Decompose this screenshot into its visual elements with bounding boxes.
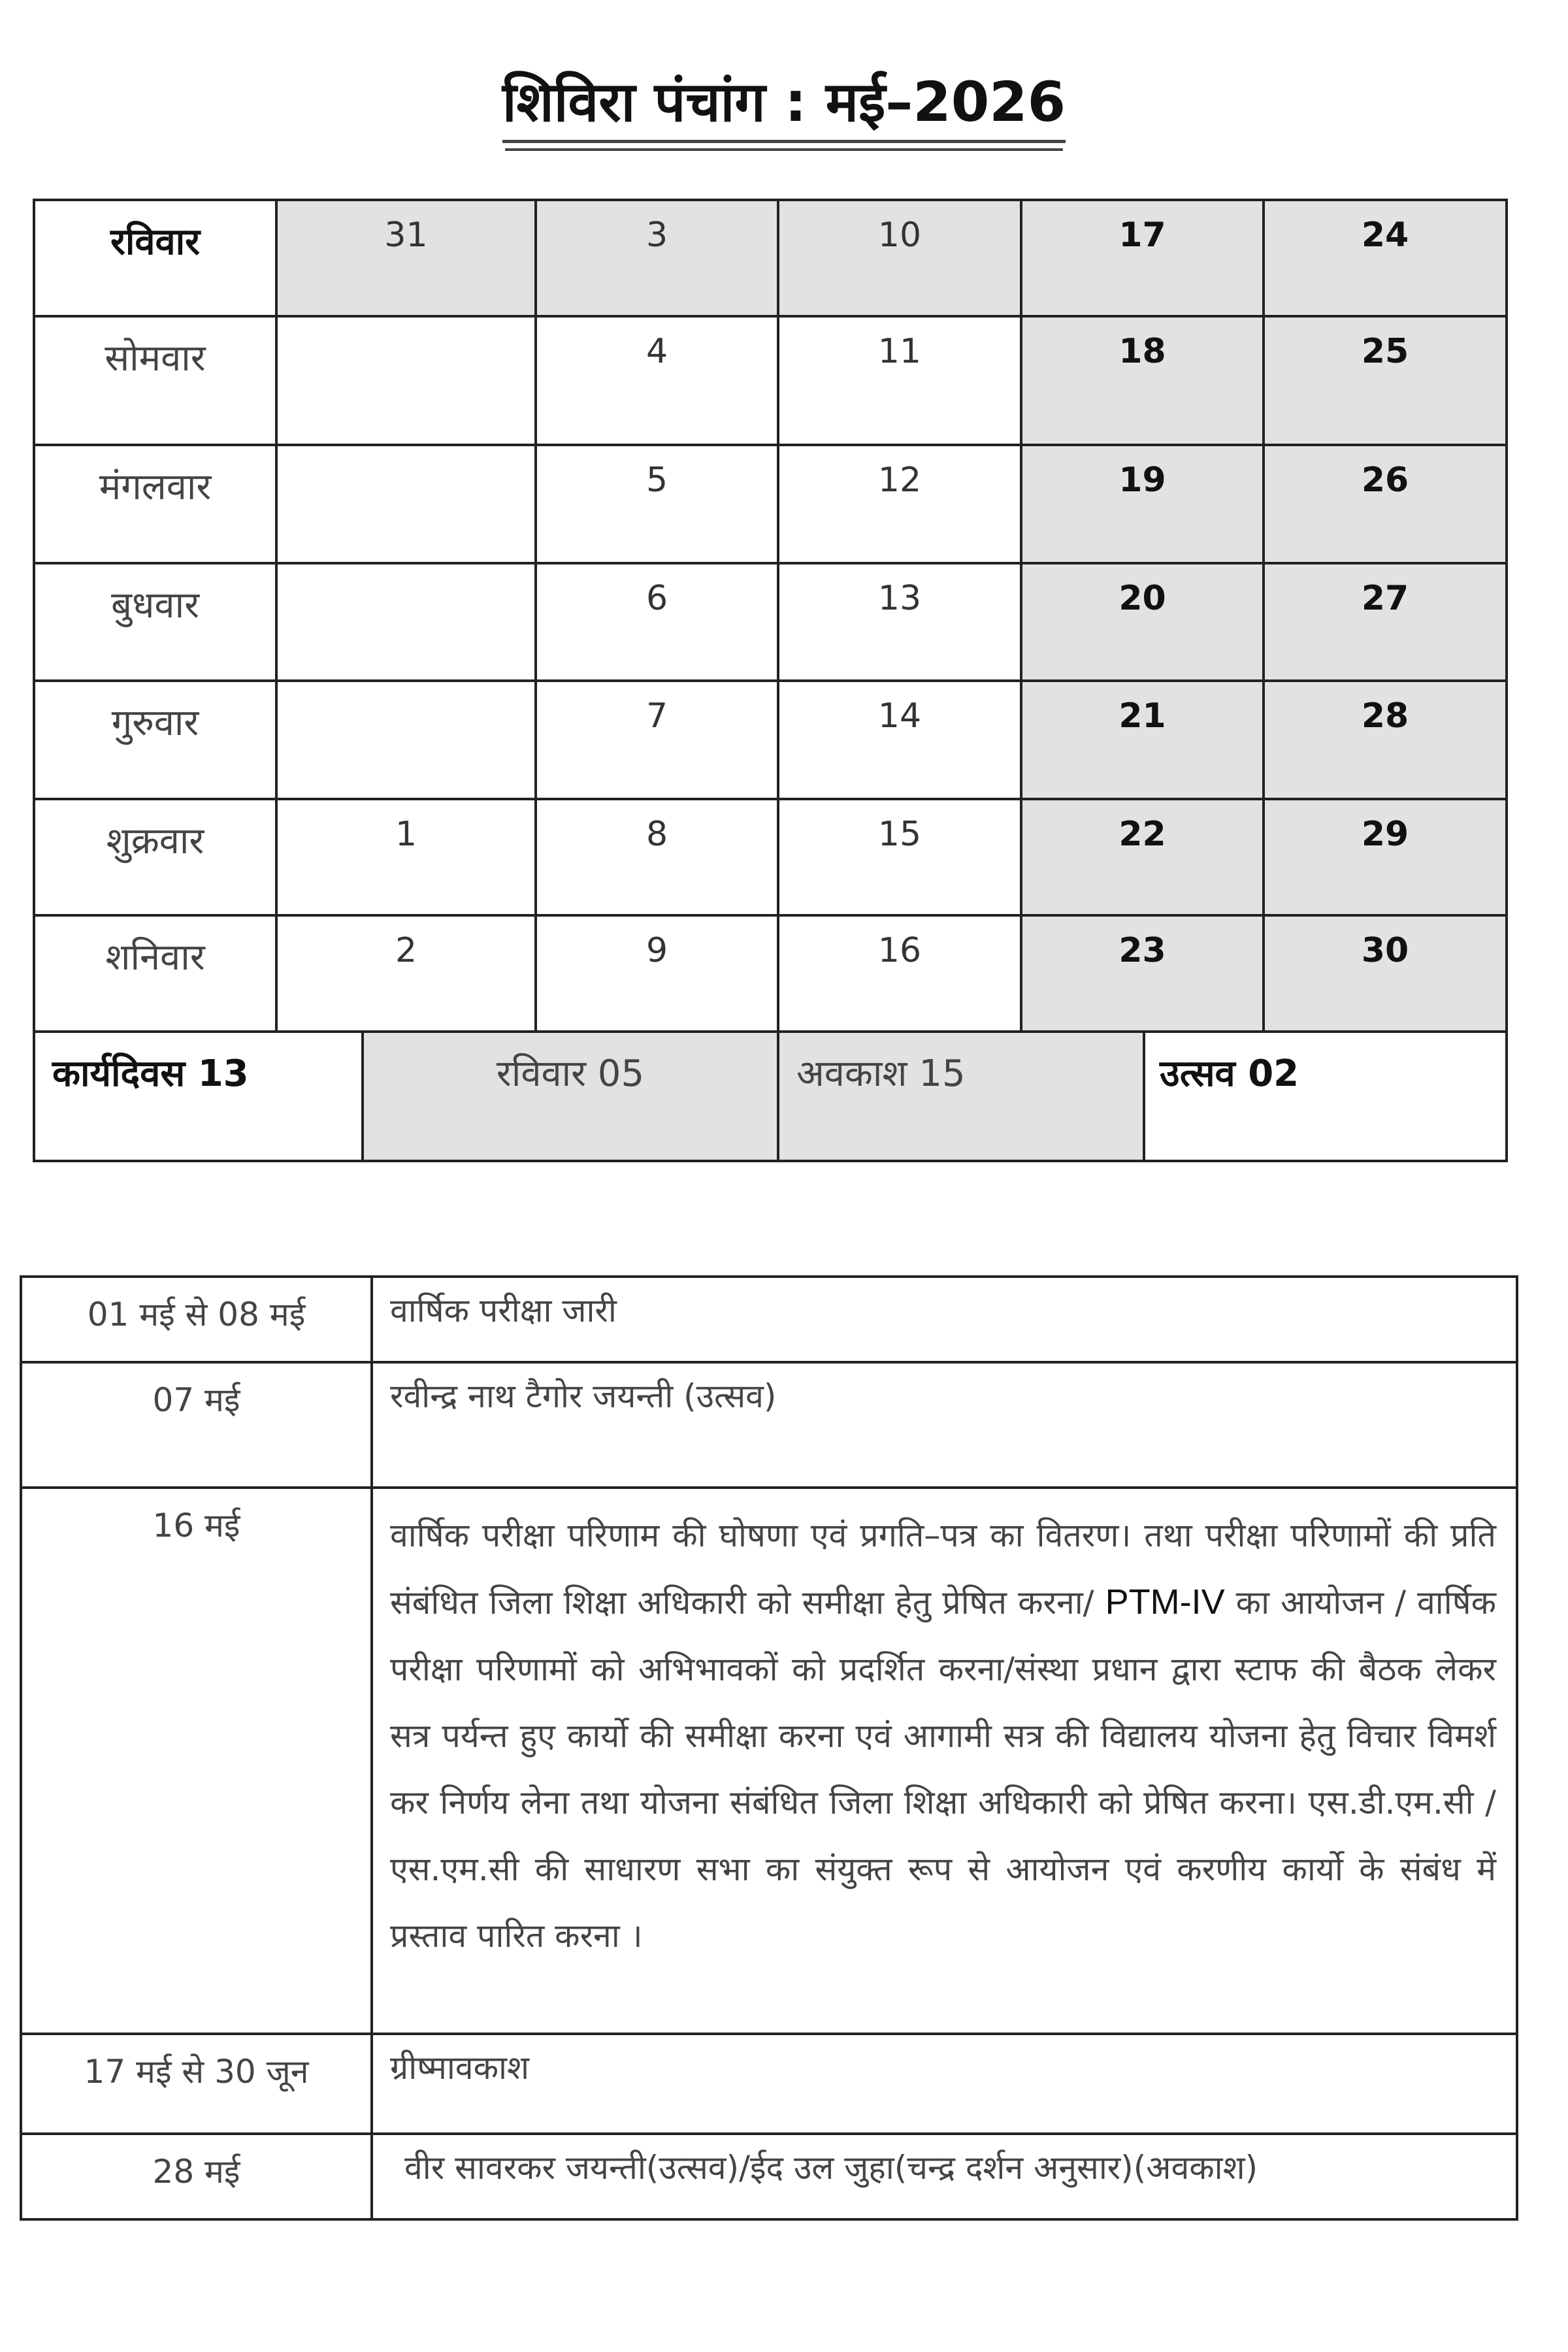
date-cell: 27 xyxy=(1264,563,1507,681)
date-cell: 9 xyxy=(536,915,778,1032)
date-cell: 24 xyxy=(1264,200,1507,316)
calendar-row xyxy=(34,681,1507,799)
date-cell: 16 xyxy=(778,915,1021,1032)
event-description: वीर सावरकर जयन्ती(उत्सव)/ईद उल जुहा(चन्द्र दर्शन अनुसार)(अवकाश) xyxy=(372,2134,1517,2219)
event-description: ग्रीष्मावकाश xyxy=(372,2034,1517,2134)
date-cell: 20 xyxy=(1021,563,1264,681)
event-description xyxy=(372,1488,1517,2034)
event-date: 01 मई से 08 मई xyxy=(21,1277,372,1362)
event-date: 07 मई xyxy=(21,1362,372,1488)
date-cell: 23 xyxy=(1021,915,1264,1032)
working-days-count: कार्यदिवस 13 xyxy=(34,1032,363,1161)
date-cell: 18 xyxy=(1021,316,1264,445)
page-title xyxy=(0,62,1568,143)
calendar-row xyxy=(34,316,1507,445)
event-row xyxy=(21,2134,1517,2219)
event-text-part: का आयोजन / वार्षिक परीक्षा परिणामों को अभिभावकों को प्रदर्शित करना/संस्था प्रधान द्वारा स्टाफ की बैठक लेकर सत्र पर्यन्त हुए कार्यो की समीक्षा करना एवं आगामी सत्र की विद्यालय योजना हेतु विचार विमर्श कर निर्णय लेना तथा योजना संबंधित जिला शिक्षा अधिकारी को प्रेषित करना। एस.डी.एम.सी /एस.एम.सी की साधारण सभा का संयुक्त रूप से आयोजन एवं करणीय कार्यो के संबंध में प्रस्ताव पारित करना । xyxy=(390,1584,1496,1955)
event-date: 17 मई से 30 जून xyxy=(21,2034,372,2134)
weekday-label: गुरुवार xyxy=(34,681,276,799)
date-cell: 31 xyxy=(276,200,536,316)
date-cell: 17 xyxy=(1021,200,1264,316)
calendar-row xyxy=(34,799,1507,915)
calendar-row xyxy=(34,445,1507,563)
weekday-label: शुक्रवार xyxy=(34,799,276,915)
calendar-row xyxy=(34,563,1507,681)
date-cell xyxy=(276,563,536,681)
date-cell: 8 xyxy=(536,799,778,915)
date-cell: 30 xyxy=(1264,915,1507,1032)
summary-row xyxy=(34,1032,1507,1161)
date-cell: 10 xyxy=(778,200,1021,316)
event-row xyxy=(21,2034,1517,2134)
event-row xyxy=(21,1488,1517,2034)
date-cell: 4 xyxy=(536,316,778,445)
calendar-row xyxy=(34,200,1507,316)
date-cell: 29 xyxy=(1264,799,1507,915)
festivals-count: उत्सव 02 xyxy=(1144,1032,1507,1161)
weekday-label: बुधवार xyxy=(34,563,276,681)
date-cell: 7 xyxy=(536,681,778,799)
events-table xyxy=(20,1275,1518,2221)
date-cell: 22 xyxy=(1021,799,1264,915)
event-description: वार्षिक परीक्षा जारी xyxy=(372,1277,1517,1362)
event-row xyxy=(21,1277,1517,1362)
date-cell: 14 xyxy=(778,681,1021,799)
date-cell: 6 xyxy=(536,563,778,681)
event-date: 28 मई xyxy=(21,2134,372,2219)
date-cell xyxy=(276,681,536,799)
date-cell: 12 xyxy=(778,445,1021,563)
ptm-label: PTM-IV xyxy=(1105,1582,1225,1622)
date-cell: 2 xyxy=(276,915,536,1032)
date-cell: 15 xyxy=(778,799,1021,915)
event-row xyxy=(21,1362,1517,1488)
date-cell xyxy=(276,445,536,563)
date-cell: 1 xyxy=(276,799,536,915)
title-text: शिविरा पंचांग : मई–2026 xyxy=(502,62,1066,143)
date-cell: 21 xyxy=(1021,681,1264,799)
date-cell: 25 xyxy=(1264,316,1507,445)
date-cell xyxy=(276,316,536,445)
event-date: 16 मई xyxy=(21,1488,372,2034)
calendar-row xyxy=(34,915,1507,1032)
sundays-count: रविवार 05 xyxy=(363,1032,778,1161)
month-summary xyxy=(33,1030,1508,1162)
weekday-label: मंगलवार xyxy=(34,445,276,563)
date-cell: 26 xyxy=(1264,445,1507,563)
weekday-label: सोमवार xyxy=(34,316,276,445)
weekday-label: रविवार xyxy=(34,200,276,316)
date-cell: 3 xyxy=(536,200,778,316)
date-cell: 11 xyxy=(778,316,1021,445)
date-cell: 19 xyxy=(1021,445,1264,563)
date-cell: 28 xyxy=(1264,681,1507,799)
date-cell: 5 xyxy=(536,445,778,563)
event-text-part: वार्षिक परीक्षा परिणाम की घोषणा एवं प्रगति–पत्र का वितरण। तथा परीक्षा परिणामों की प्रति संबंधित जिला शिक्षा अधिकारी को समीक्षा हेतु प्रेषित करना/ xyxy=(390,1516,1496,1622)
event-description: रवीन्द्र नाथ टैगोर जयन्ती (उत्सव) xyxy=(372,1362,1517,1488)
holidays-count: अवकाश 15 xyxy=(778,1032,1144,1161)
date-cell: 13 xyxy=(778,563,1021,681)
calendar-grid xyxy=(33,199,1508,1033)
weekday-label: शनिवार xyxy=(34,915,276,1032)
